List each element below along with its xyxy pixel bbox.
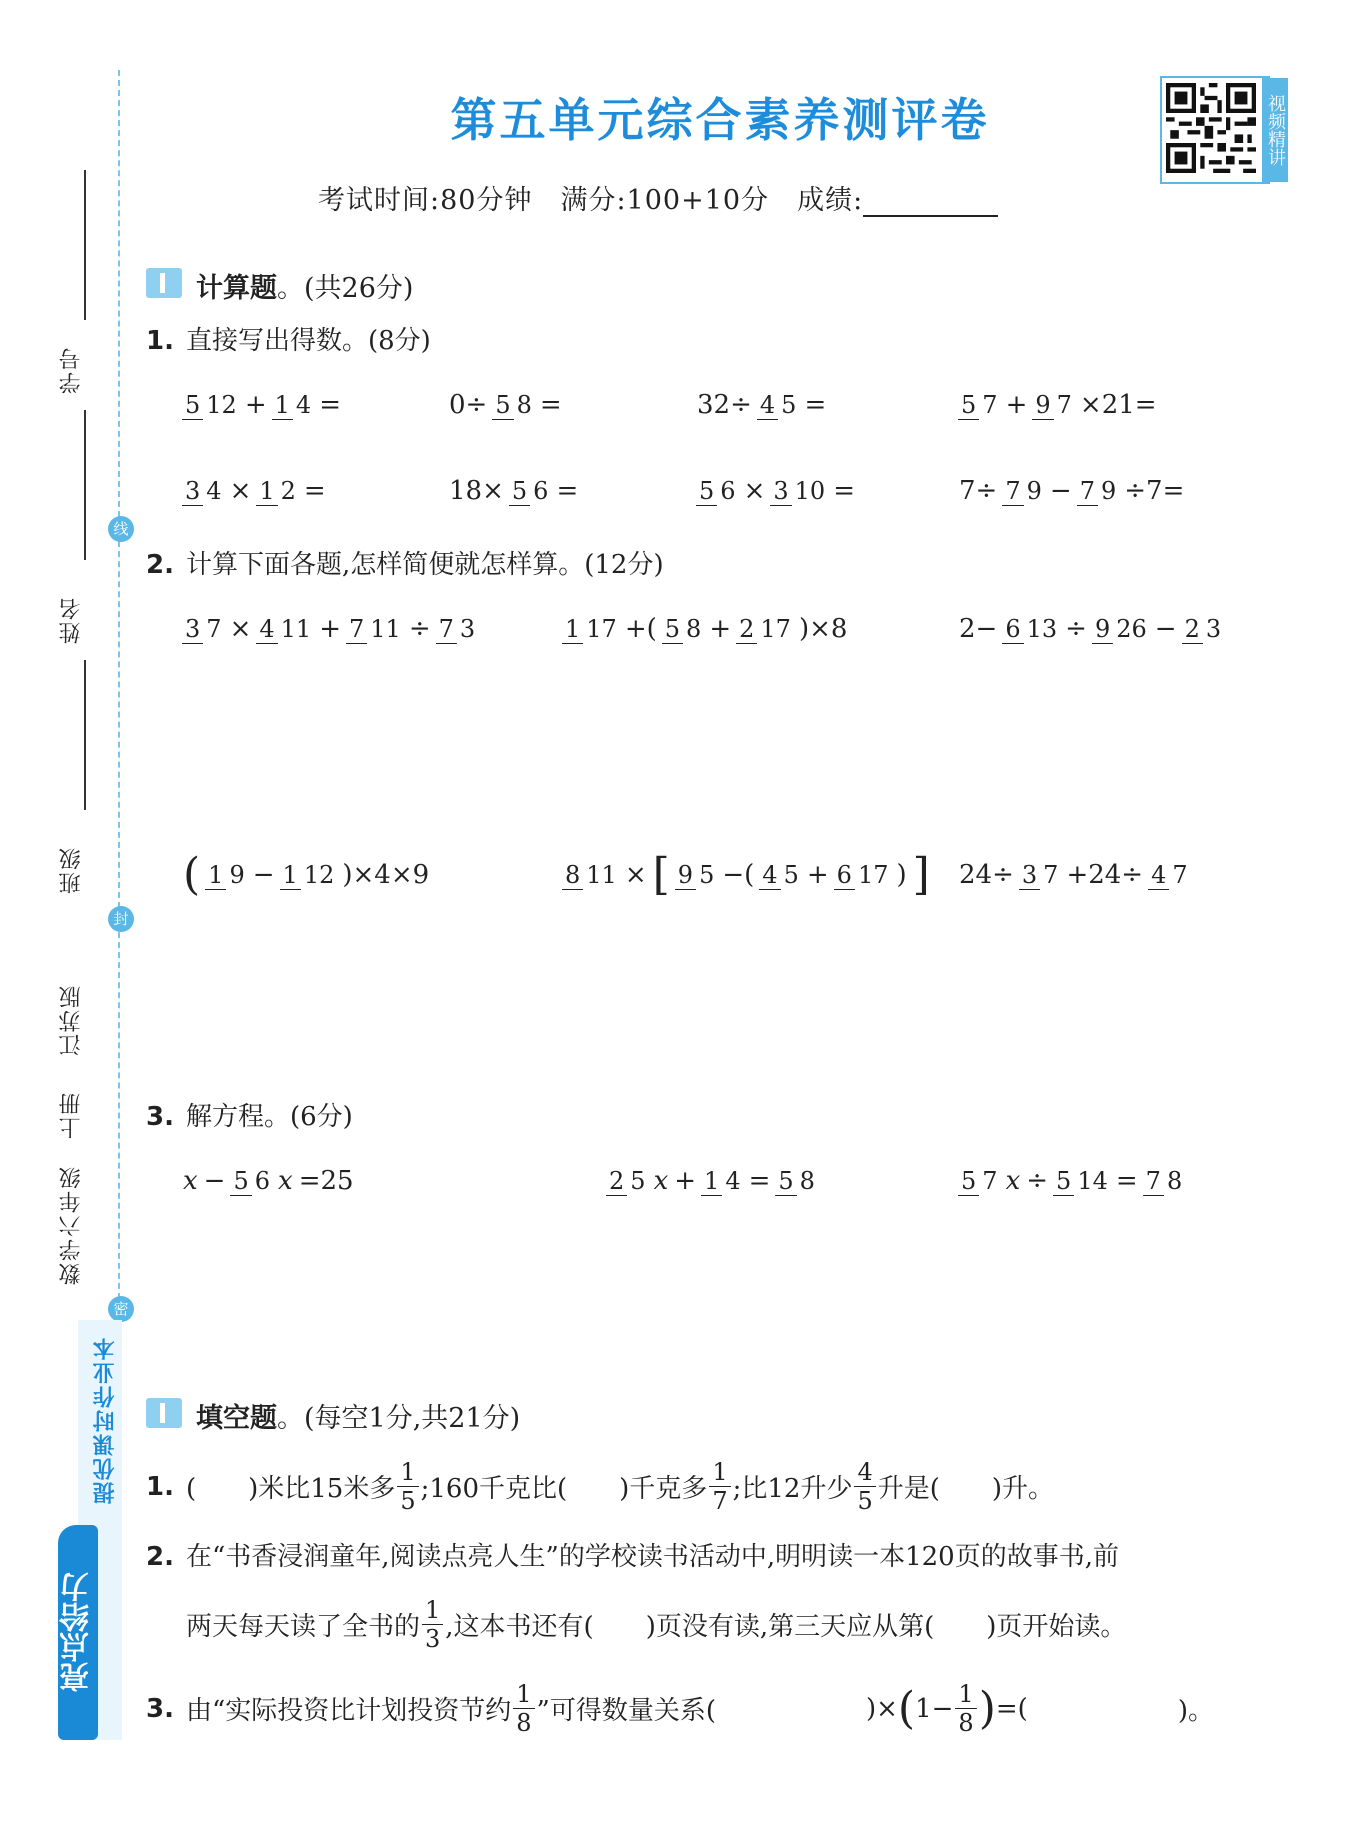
simplify-item-d: [180, 840, 432, 910]
operator: ÷: [1026, 1166, 1049, 1196]
operator: )×4×9: [342, 860, 430, 890]
fraction-denominator: 7: [982, 390, 998, 419]
fraction: [182, 477, 225, 506]
operator: +24÷: [1066, 860, 1144, 890]
operator: =: [833, 476, 855, 506]
fill-q1-text-3: ;比12升少: [732, 1474, 853, 1504]
fraction: [436, 615, 479, 644]
fraction-numerator: 7: [1077, 477, 1098, 506]
student-id-label: 学号: [59, 346, 84, 394]
operator: ×: [229, 476, 252, 506]
fraction-denominator: 7: [1043, 860, 1059, 889]
fraction-numerator: 5: [958, 391, 979, 420]
fraction: [562, 861, 620, 890]
fill-question-2-line-2: 两天每天读了全书的 $\frac{1}{3}$ ,这本书还有( )页没有读,第三天应从第( )页开始读。: [186, 1596, 1127, 1653]
fraction: [562, 615, 620, 644]
fraction: [256, 477, 299, 506]
operator: 18×: [449, 476, 504, 506]
operator: ×: [624, 860, 647, 890]
operator: ): [896, 860, 907, 890]
direct-calc-item: [446, 370, 565, 440]
edition-label: 江苏版: [59, 984, 84, 1056]
fraction-denominator: 17: [760, 614, 791, 643]
fraction-denominator: 7: [1172, 860, 1188, 889]
variable: x: [278, 1166, 293, 1196]
fraction-denominator: 11: [280, 614, 312, 643]
fraction-denominator: 9: [229, 860, 245, 889]
bracket: [: [652, 849, 670, 900]
operator: 7÷: [959, 476, 998, 506]
brand-logo: 亮点给力: [58, 1525, 98, 1740]
fraction: [205, 861, 248, 890]
fraction: [346, 615, 404, 644]
fraction-numerator: 6: [1002, 615, 1023, 644]
operator: =25: [298, 1166, 354, 1196]
fraction: [1053, 1167, 1111, 1196]
fraction: [675, 861, 718, 890]
fraction-denominator: 7: [206, 614, 222, 643]
fraction-denominator: 8: [516, 390, 532, 419]
direct-calc-item: [180, 456, 329, 526]
fraction-denominator: 7: [1056, 390, 1072, 419]
bracket: ]: [912, 849, 930, 900]
fraction-denominator: 4: [206, 476, 222, 505]
fraction-numerator: 5: [775, 1167, 796, 1196]
operator: )×8: [798, 614, 848, 644]
grade-label: 数学六年级: [59, 1165, 84, 1285]
class-rule: [84, 660, 86, 810]
fraction-denominator: 9: [1026, 476, 1042, 505]
fraction-denominator: 12: [303, 860, 335, 889]
fraction-numerator: 4: [757, 391, 778, 420]
fraction-numerator: 3: [1019, 861, 1040, 890]
direct-calc-item: [694, 456, 858, 526]
fraction: [1077, 477, 1120, 506]
exam-meta-text: 考试时间:80分钟 满分:100+10分 成绩:: [318, 185, 864, 216]
operator: −: [203, 1166, 226, 1196]
equation-item-a: [180, 1146, 357, 1216]
fraction: [1019, 861, 1062, 890]
section-2-badge: [146, 1398, 182, 1428]
operator: 32÷: [697, 390, 752, 420]
fraction-numerator: 7: [1002, 477, 1023, 506]
operator: =: [556, 476, 579, 506]
fraction-denominator: 5: [630, 1166, 646, 1195]
fraction: [757, 391, 800, 420]
fraction-denominator: 5: [783, 860, 799, 889]
qr-code-icon: [1166, 82, 1256, 174]
fill-q2-frac: $\frac{1}{3}$: [422, 1596, 443, 1653]
seal-line-mark: 线: [108, 516, 134, 542]
fraction-denominator: 12: [206, 390, 237, 419]
fraction: [834, 861, 892, 890]
fraction-denominator: 4: [295, 390, 312, 419]
operator: +(: [624, 614, 657, 644]
name-label: 姓名: [59, 596, 84, 644]
operator: +: [806, 860, 829, 890]
fraction-denominator: 10: [794, 476, 826, 505]
fraction: [770, 477, 828, 506]
fill-q2-blanks[interactable]: ,这本书还有( )页没有读,第三天应从第( )页开始读。: [445, 1612, 1127, 1642]
fill-q1-text-1[interactable]: ( )米比15米多: [185, 1474, 396, 1504]
operator: ÷7=: [1124, 476, 1185, 506]
fraction-denominator: 6: [254, 1166, 271, 1195]
fraction-numerator: 5: [958, 1167, 979, 1196]
operator: +: [244, 390, 267, 420]
score-blank[interactable]: [863, 191, 998, 217]
fill-q3-frac-1: $\frac{1}{8}$: [513, 1680, 534, 1737]
direct-calc-item: [956, 370, 1160, 440]
operator: =: [804, 390, 827, 420]
class-label: 班级: [59, 846, 84, 894]
fraction-denominator: 2: [280, 476, 296, 505]
fraction-numerator: 1: [256, 477, 277, 506]
fraction: [606, 1167, 649, 1196]
operator: 2−: [959, 614, 998, 644]
operator: +: [1005, 390, 1028, 420]
fraction-denominator: 5: [781, 390, 797, 419]
simplify-item-a: [180, 594, 480, 664]
fraction-numerator: 4: [759, 861, 780, 890]
fill-q3-frac-2: $\frac{1}{8}$: [955, 1680, 976, 1737]
operator: =: [319, 390, 341, 420]
fraction-numerator: 5: [492, 391, 513, 420]
video-tag: 视频精讲: [1262, 78, 1288, 182]
section-2-title: 填空题。(每空1分,共21分): [196, 1403, 521, 1434]
fraction-denominator: 17: [857, 860, 889, 889]
simplify-item-e: [560, 840, 933, 910]
fraction-numerator: 4: [1148, 861, 1169, 890]
fraction: [1032, 391, 1075, 420]
operator: −: [1049, 476, 1072, 506]
fraction-numerator: 1: [701, 1167, 722, 1196]
fraction-numerator: 7: [1143, 1167, 1164, 1196]
fill-q1-frac-2: $\frac{1}{7}$: [709, 1458, 730, 1515]
fraction-denominator: 8: [1166, 1166, 1183, 1195]
simplify-item-f: [956, 840, 1193, 910]
fraction-numerator: 5: [182, 391, 203, 420]
simplify-item-b: [560, 594, 850, 664]
operator: ÷: [408, 614, 431, 644]
fraction-numerator: 5: [1053, 1167, 1074, 1196]
student-id-rule: [84, 170, 86, 320]
fraction: [775, 1167, 818, 1196]
operator: =: [1115, 1166, 1138, 1196]
fraction-denominator: 8: [799, 1166, 815, 1195]
fraction-numerator: 5: [662, 615, 683, 644]
operator: ÷: [1065, 614, 1087, 644]
fraction-numerator: 9: [1032, 391, 1053, 420]
fraction: [958, 1167, 1001, 1196]
fill-q1-frac-1: $\frac{1}{5}$: [397, 1458, 418, 1515]
operator: 0÷: [449, 390, 488, 420]
operator: ×21=: [1079, 390, 1157, 420]
fill-q1-text-4[interactable]: 升是( )升。: [877, 1474, 1055, 1504]
fraction-numerator: 7: [436, 615, 457, 644]
equation-item-b: [604, 1146, 820, 1216]
exam-meta: [318, 178, 998, 217]
section-1-badge: [146, 268, 182, 298]
fraction: [701, 1167, 744, 1196]
fraction: [280, 861, 338, 890]
operator: +: [319, 614, 341, 644]
fraction: [696, 477, 739, 506]
page-title: 第五单元综合素养测评卷: [450, 93, 990, 147]
operator: 24÷: [959, 860, 1014, 890]
fraction: [1148, 861, 1191, 890]
fraction-numerator: 1: [205, 861, 226, 890]
operator: =: [748, 1166, 771, 1196]
brand-tagline: 提优课时作业本: [93, 1336, 118, 1504]
fraction-numerator: 3: [182, 615, 203, 644]
fraction-numerator: 8: [562, 861, 583, 890]
operator: −(: [722, 860, 755, 890]
fraction-numerator: 2: [606, 1167, 627, 1196]
simplify-item-c: [956, 594, 1226, 664]
fraction-denominator: 11: [370, 614, 401, 643]
fraction-numerator: 9: [1092, 615, 1113, 644]
fraction-denominator: 11: [586, 860, 617, 889]
fraction: [182, 615, 225, 644]
variable: x: [653, 1166, 669, 1196]
fill-question-2-line-1: 2. 在“书香浸润童年,阅读点亮人生”的学校读书活动中,明明读一本120页的故事书,前: [146, 1542, 1119, 1572]
fraction-denominator: 5: [699, 860, 715, 889]
fraction-numerator: 5: [230, 1167, 251, 1196]
fraction-denominator: 3: [1205, 614, 1222, 643]
name-rule: [84, 410, 86, 560]
seal-secret-mark: 密: [108, 1296, 134, 1322]
fraction-denominator: 6: [533, 476, 549, 505]
fraction: [182, 391, 240, 420]
fraction-numerator: 4: [256, 615, 277, 644]
fraction-numerator: 1: [280, 861, 301, 890]
variable: x: [1005, 1166, 1021, 1196]
direct-calc-item: [956, 456, 1187, 526]
operator: −: [1154, 614, 1177, 644]
fraction: [509, 477, 552, 506]
operator: =: [303, 476, 326, 506]
operator: +: [674, 1166, 697, 1196]
fraction: [256, 615, 314, 644]
variable: x: [183, 1166, 198, 1196]
fraction-denominator: 17: [586, 614, 617, 643]
volume-label: 上册: [59, 1091, 84, 1139]
fraction: [1002, 615, 1060, 644]
question-1-1: 1. 直接写出得数。(8分): [146, 326, 431, 356]
fraction-denominator: 9: [1100, 476, 1117, 505]
fill-question-3: 3. 由“实际投资比计划投资节约 $\frac{1}{8}$ ”可得数量关系( )× ( 1− $\frac{1}{8}$ ) =( )。: [146, 1680, 1214, 1737]
bracket: (: [183, 849, 201, 900]
brand-strip: [58, 1320, 122, 1740]
fraction-numerator: 1: [562, 615, 583, 644]
fraction-denominator: 3: [459, 614, 476, 643]
fraction-denominator: 6: [720, 476, 736, 505]
fraction-numerator: 6: [834, 861, 855, 890]
fraction-numerator: 7: [346, 615, 367, 644]
operator: ×: [229, 614, 252, 644]
direct-calc-item: [180, 370, 344, 440]
operator: +: [709, 614, 732, 644]
fill-question-1: 1. ( )米比15米多 $\frac{1}{5}$ ;160千克比( )千克多 $\frac{1}{7}$ ;比12升少 $\frac{4}{5}$ 升是( )升。: [146, 1458, 1055, 1515]
fraction: [662, 615, 705, 644]
question-1-2: 2. 计算下面各题,怎样简便就怎样算。(12分): [146, 550, 664, 580]
fraction: [492, 391, 535, 420]
fraction: [1002, 477, 1045, 506]
fraction: [759, 861, 802, 890]
operator: =: [539, 390, 562, 420]
fraction-numerator: 9: [675, 861, 696, 890]
fill-q1-frac-3: $\frac{4}{5}$: [854, 1458, 875, 1515]
operator: −: [252, 860, 275, 890]
section-1-title: 计算题。(共26分): [196, 273, 414, 304]
fraction-denominator: 14: [1077, 1166, 1108, 1195]
fraction: [1143, 1167, 1186, 1196]
fill-q1-text-2[interactable]: ;160千克比( )千克多: [420, 1474, 708, 1504]
fraction: [230, 1167, 273, 1196]
fraction-denominator: 4: [725, 1166, 741, 1195]
fraction: [1182, 615, 1225, 644]
operator: ×: [743, 476, 766, 506]
equation-item-c: [956, 1146, 1187, 1216]
fraction-numerator: 5: [696, 477, 717, 506]
direct-calc-item: [694, 370, 829, 440]
question-1-3: 3. 解方程。(6分): [146, 1102, 353, 1132]
fraction-denominator: 7: [982, 1166, 998, 1195]
direct-calc-item: [446, 456, 581, 526]
fraction: [272, 391, 315, 420]
fraction-denominator: 8: [686, 614, 702, 643]
fraction-numerator: 1: [272, 391, 293, 420]
seal-seal-mark: 封: [108, 906, 134, 932]
fraction: [736, 615, 794, 644]
fraction: [1092, 615, 1150, 644]
fraction: [958, 391, 1001, 420]
fraction-numerator: 5: [509, 477, 530, 506]
fraction-numerator: 3: [770, 477, 791, 506]
fraction-denominator: 26: [1116, 614, 1147, 643]
qr-code-box[interactable]: [1160, 76, 1286, 184]
fraction-numerator: 2: [1182, 615, 1203, 644]
fraction-denominator: 13: [1026, 614, 1058, 643]
fraction-numerator: 3: [182, 477, 203, 506]
fraction-numerator: 2: [736, 615, 757, 644]
